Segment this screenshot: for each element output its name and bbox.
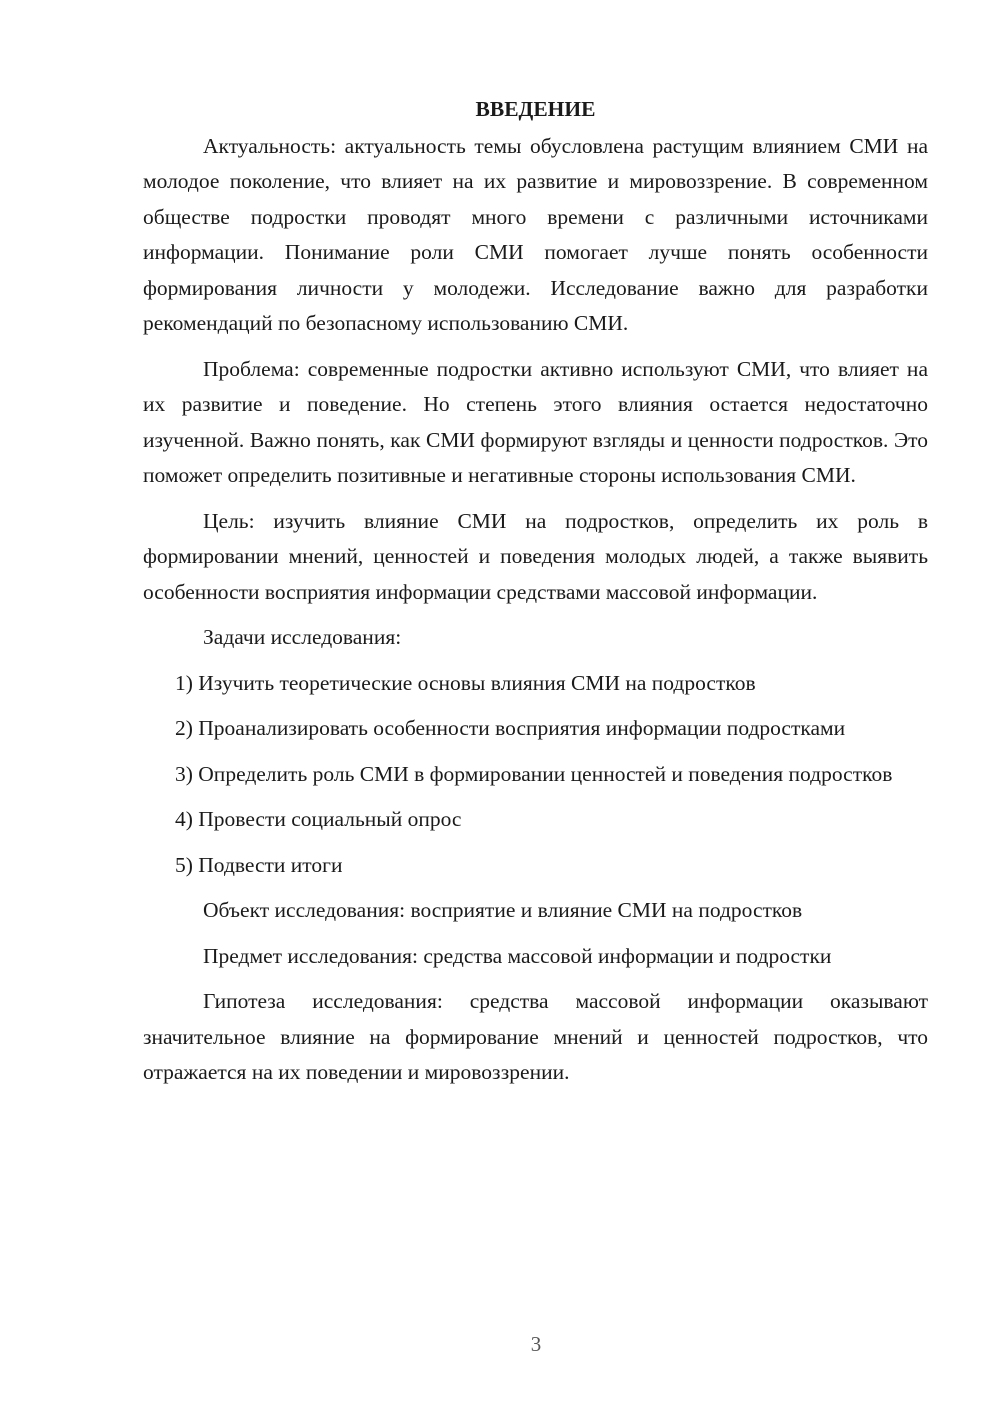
goal-paragraph: Цель: изучить влияние СМИ на подростков, определить их роль в формировании мнений, ценностей и поведения молодых людей, а также выявить особенности восприятия информации средствами массовой информации. xyxy=(143,508,928,604)
page-title: ВВЕДЕНИЕ xyxy=(475,97,596,121)
tasks-heading: Задачи исследования: xyxy=(203,625,402,649)
subject-paragraph: Предмет исследования: средства массовой информации и подростки xyxy=(203,943,832,968)
task-item-4: 4) Провести социальный опрос xyxy=(175,807,462,831)
task-item-1: 1) Изучить теоретические основы влияния СМИ на подростков xyxy=(175,670,756,695)
problem-paragraph: Проблема: современные подростки активно используют СМИ, что влияет на их развитие и поведение. Но степень этого влияния остается недостаточно изученной. Важно понять, как СМИ формируют взгляды и ценности подростков. Это поможет определить позитивные и негативные стороны использования СМИ. xyxy=(143,356,928,487)
task-item-5: 5) Подвести итоги xyxy=(175,852,343,877)
task-item-2: 2) Проанализировать особенности восприятия информации подростками xyxy=(175,716,846,740)
object-paragraph: Объект исследования: восприятие и влияние СМИ на подростков xyxy=(203,898,803,922)
document-page xyxy=(143,92,928,1101)
hypothesis-paragraph: Гипотеза исследования: средства массовой информации оказывают значительное влияние на формирование мнений и ценностей подростков, что отражается на их поведении и мировоззрении. xyxy=(143,989,928,1084)
task-item-3: 3) Определить роль СМИ в формировании ценностей и поведения подростков xyxy=(175,761,893,786)
relevance-paragraph: Актуальность: актуальность темы обусловлена растущим влиянием СМИ на молодое поколение, что влияет на их развитие и мировоззрение. В современном обществе подростки проводят много времени с различными источниками информации. Понимание роли СМИ помогает лучше понять особенности формирования личности у молодежи. Исследование важно для разработки рекомендаций по безопасному использованию СМИ. xyxy=(143,133,928,335)
page-number: 3 xyxy=(530,1332,542,1356)
